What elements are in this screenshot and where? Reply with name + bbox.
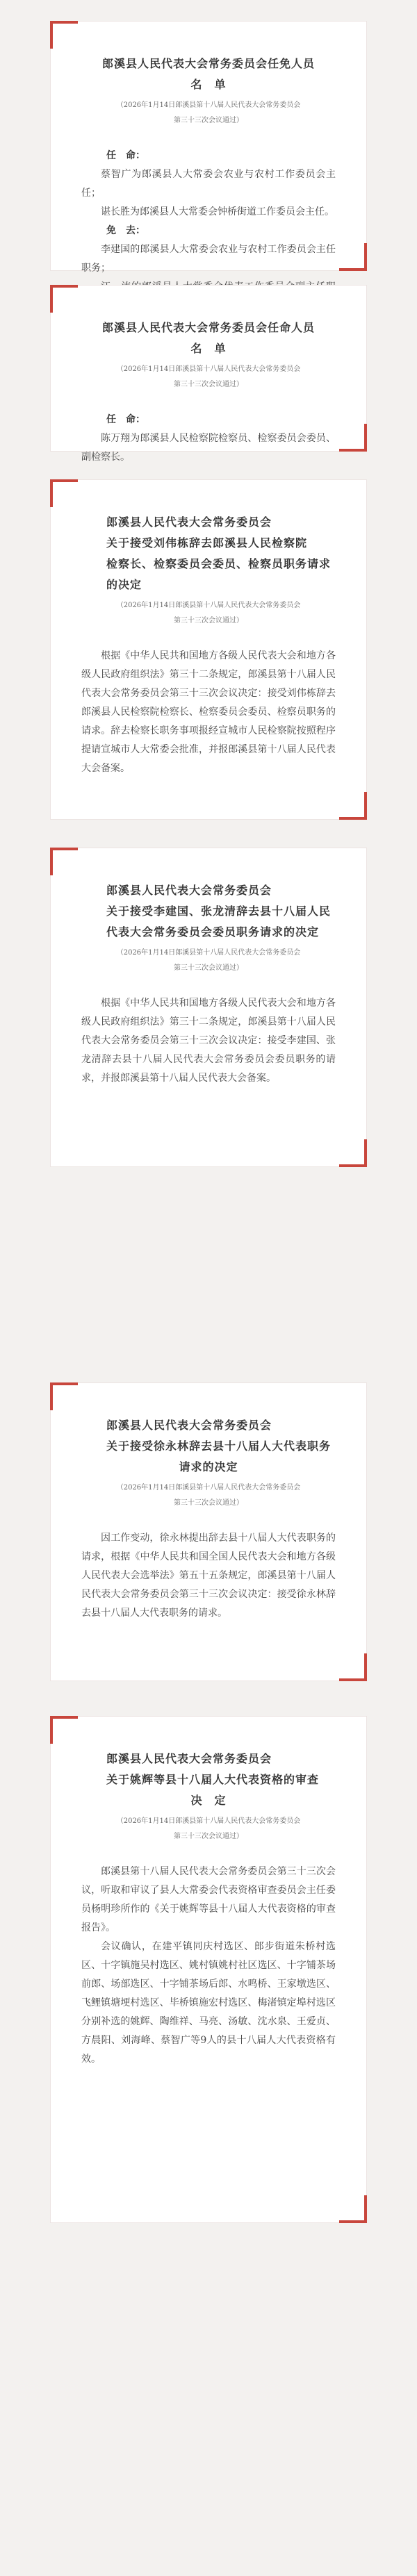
card-decision-liu-weidong bbox=[50, 479, 367, 820]
card-title: 关于姚辉等县十八届人大代表资格的审查 bbox=[106, 1773, 320, 1786]
paragraph: 陈万翔为郎溪县人民检察院检察员、检察委员会委员、副检察长。 bbox=[81, 433, 336, 463]
card-title: 郎溪县人民代表大会常务委员会 bbox=[106, 515, 272, 529]
card-title: 名 单 bbox=[190, 78, 227, 91]
paragraph: 谌长胜为郎溪县人大常委会钟桥街道工作委员会主任。 bbox=[101, 206, 334, 217]
card-title: 郎溪县人民代表大会常务委员会 bbox=[106, 1752, 272, 1765]
card-title: 郎溪县人民代表大会常务委员会任免人员 bbox=[101, 57, 315, 70]
card-title: 郎溪县人民代表大会常务委员会 bbox=[106, 884, 272, 897]
section-heading: 任 命： bbox=[106, 150, 145, 161]
card-decision-qualification-review bbox=[50, 1716, 367, 2223]
meeting-note: （2026年1月14日郎溪县第十八届人民代表大会常务委员会 第三十三次会议通过） bbox=[116, 365, 301, 388]
card-title: 名 单 bbox=[190, 342, 227, 355]
meeting-note: （2026年1月14日郎溪县第十八届人民代表大会常务委员会 第三十三次会议通过） bbox=[116, 1817, 301, 1840]
section-heading: 免 去： bbox=[106, 225, 145, 236]
paragraph: 因工作变动，徐永林提出辞去县十八届人大代表职务的请求，根据《中华人民共和国全国人民代表大会和地方各级人民代表大会选举法》第五十五条规定，郎溪县第十八届人民代表大会常务委员会第三十三次会议决定：接受徐永林辞去县十八届人大代表职务的请求。 bbox=[81, 1533, 336, 1619]
paragraph: 李建国的郎溪县人大常委会农业与农村工作委员会主任职务； bbox=[81, 244, 336, 274]
card-appointment-removal-list bbox=[50, 21, 367, 274]
card-title: 决 定 bbox=[190, 1794, 227, 1807]
card-title: 郎溪县人民代表大会常务委员会任命人员 bbox=[101, 321, 315, 334]
meeting-note: （2026年1月14日郎溪县第十八届人民代表大会常务委员会 第三十三次会议通过） bbox=[116, 602, 301, 625]
meeting-note: （2026年1月14日郎溪县第十八届人民代表大会常务委员会 第三十三次会议通过） bbox=[116, 949, 301, 972]
paragraph: 会议确认，在建平镇同庆村选区、郎步街道朱桥村选区、十字镇施吴村选区、姚村镇姚村社区选区、十字铺茶场前郎、场部选区、十字铺茶场后郎、水鸣桥、王家墩选区、飞鲤镇塘埂村选区、毕桥镇施宏村选区、梅渚镇定埠村选区分别补选的姚辉、陶维祥、马亮、汤敏、沈水泉、王爱贞、方晨阳、刘海峰、蔡智广等9人的县十八届人大代表资格有效。 bbox=[81, 1941, 336, 2065]
card-appointment-list bbox=[50, 285, 367, 463]
meeting-note: （2026年1月14日郎溪县第十八届人民代表大会常务委员会 第三十三次会议通过） bbox=[116, 1484, 301, 1507]
card-decision-li-zhang bbox=[50, 848, 367, 1167]
card-title: 关于接受李建国、张龙清辞去县十八届人民 bbox=[106, 905, 332, 918]
paragraph: 根据《中华人民共和国地方各级人民代表大会和地方各级人民政府组织法》第三十二条规定，郎溪县第十八届人民代表大会常务委员会第三十三次会议决定：接受刘伟栋辞去郎溪县人民检察院检察长、检察委员会委员、检察员职务的请求。辞去检察长职务事项报经宣城市人民检察院按照程序提请宣城市人大常委会批准，并报郎溪县第十八届人民代表大会备案。 bbox=[81, 650, 336, 774]
card-title: 请求的决定 bbox=[179, 1460, 238, 1473]
meeting-note: （2026年1月14日郎溪县第十八届人民代表大会常务委员会 第三十三次会议通过） bbox=[116, 101, 301, 124]
card-title: 代表大会常务委员会委员职务请求的决定 bbox=[106, 925, 320, 939]
card-title: 关于接受刘伟栋辞去郎溪县人民检察院 bbox=[106, 536, 308, 550]
card-title: 的决定 bbox=[106, 578, 142, 591]
section-heading: 任 命： bbox=[106, 414, 145, 425]
card-title: 检察长、检察委员会委员、检察员职务请求 bbox=[106, 557, 332, 570]
card-title: 郎溪县人民代表大会常务委员会 bbox=[106, 1419, 272, 1432]
card-decision-xu-yonglin bbox=[50, 1382, 367, 1681]
paragraph: 蔡智广为郎溪县人大常委会农业与农村工作委员会主任； bbox=[81, 169, 336, 199]
paragraph: 郎溪县第十八届人民代表大会常务委员会第三十三次会议，听取和审议了县人大常委会代表资格审查委员会主任委员杨明珍所作的《关于姚辉等县十八届人大代表资格的审查报告》。 bbox=[81, 1866, 336, 1933]
card-title: 关于接受徐永林辞去县十八届人大代表职务 bbox=[106, 1439, 332, 1453]
paragraph: 根据《中华人民共和国地方各级人民代表大会和地方各级人民政府组织法》第三十二条规定，郎溪县第十八届人民代表大会常务委员会第三十三次会议决定：接受李建国、张龙清辞去县十八届人民代表大会常务委员会委员职务的请求，并报郎溪县第十八届人民代表大会备案。 bbox=[81, 998, 336, 1084]
